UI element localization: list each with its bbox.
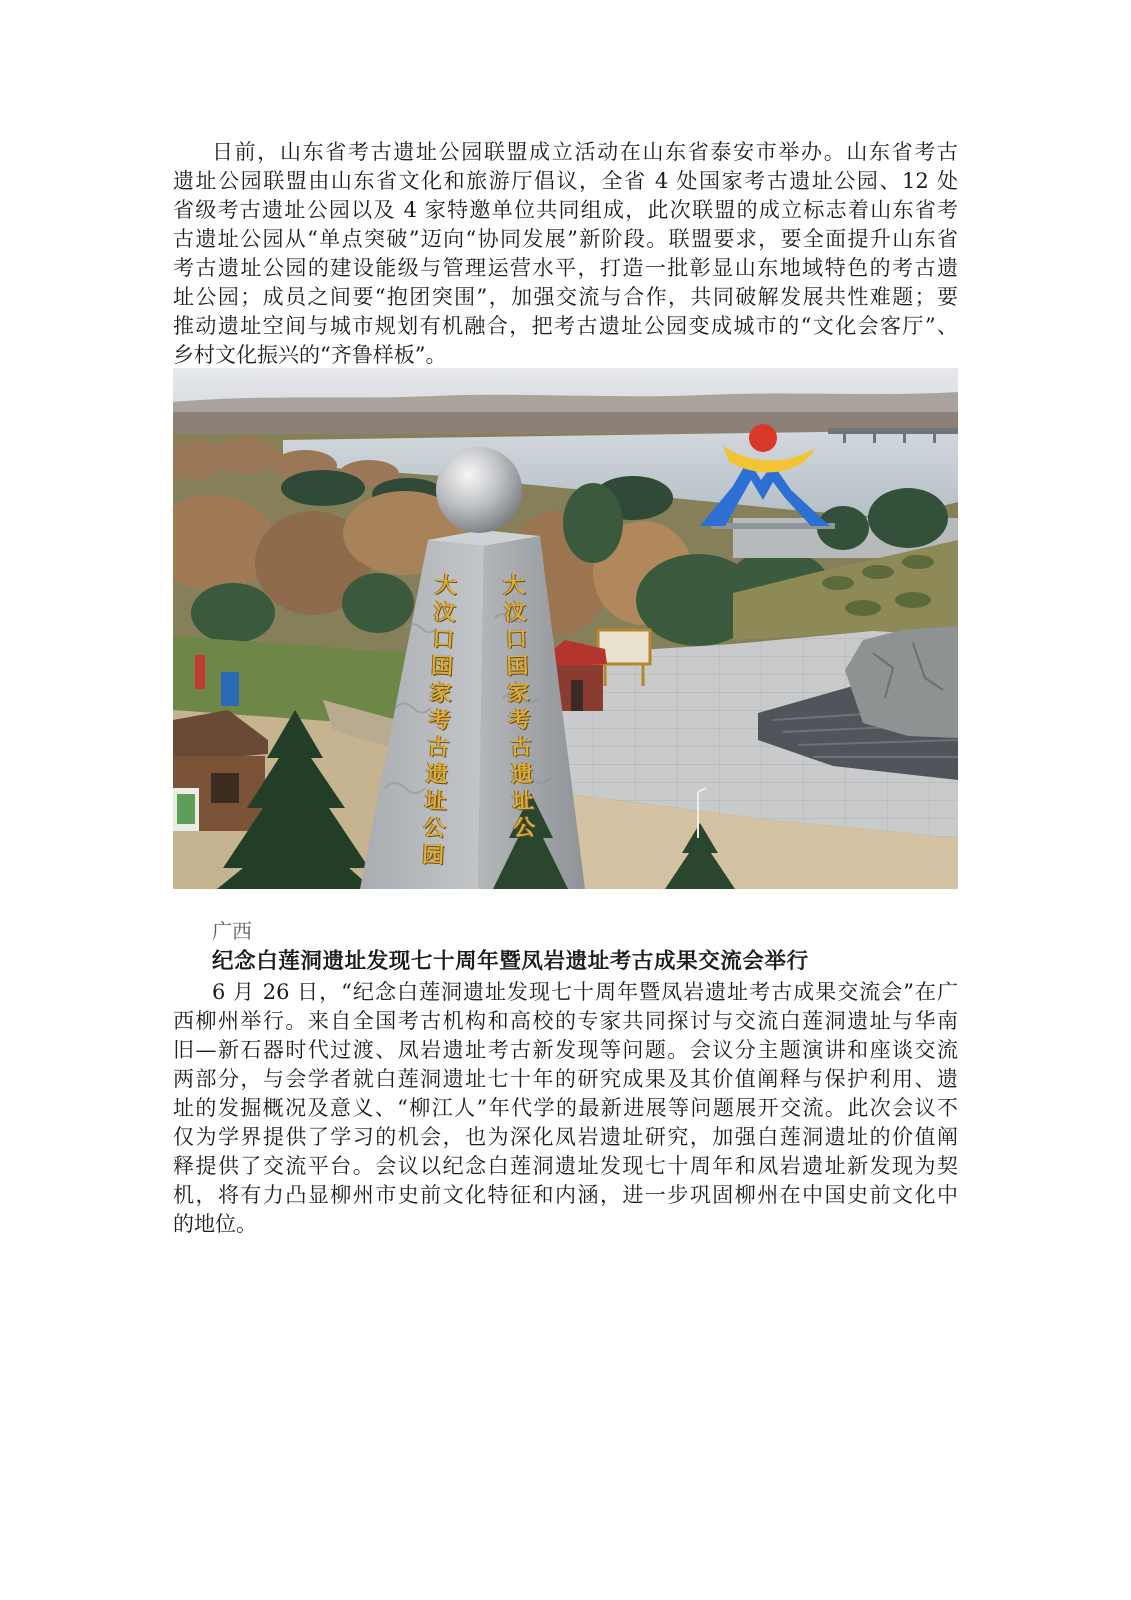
region-label: 广西 bbox=[212, 919, 252, 943]
article-2-paragraph bbox=[173, 978, 958, 1239]
paragraph-line: 日前，山东省考古遗址公园联盟成立活动在山东省泰安市举办。山东省考古 bbox=[212, 139, 958, 164]
paragraph-line: 遗址公园联盟由山东省文化和旅游厅倡议，全省 4 处国家考古遗址公园、12 处 bbox=[173, 168, 958, 193]
article-headline: 纪念白莲洞遗址发现七十周年暨凤岩遗址考古成果交流会举行 bbox=[212, 949, 809, 974]
bridge-deck bbox=[828, 428, 958, 434]
red-sign bbox=[195, 655, 205, 689]
blue-kiosk bbox=[221, 672, 239, 706]
archaeological-park-photo bbox=[173, 368, 958, 889]
paragraph-line: 乡村文化振兴的“齐鲁样板”。 bbox=[173, 342, 447, 367]
photo-scene bbox=[173, 368, 958, 889]
paragraph-line: 旧—新石器时代过渡、凤岩遗址考古新发现等问题。会议分主题演讲和座谈交流 bbox=[173, 1037, 958, 1062]
paragraph-line: 古遗址公园从“单点突破”迈向“协同发展”新阶段。联盟要求，要全面提升山东省 bbox=[173, 226, 958, 251]
paragraph-line: 考古遗址公园的建设能级与管理运营水平，打造一批彰显山东地域特色的考古遗 bbox=[173, 255, 958, 280]
paragraph-line: 省级考古遗址公园以及 4 家特邀单位共同组成，此次联盟的成立标志着山东省考 bbox=[173, 197, 958, 222]
red-sphere bbox=[749, 424, 777, 452]
paragraph-line: 西柳州举行。来自全国考古机构和高校的专家共同探讨与交流白莲洞遗址与华南 bbox=[173, 1008, 958, 1033]
paragraph-line: 机，将有力凸显柳州市史前文化特征和内涵，进一步巩固柳州在中国史前文化中 bbox=[173, 1182, 958, 1207]
paragraph-line: 两部分，与会学者就白莲洞遗址七十年的研究成果及其价值阐释与保护利用、遗 bbox=[173, 1066, 958, 1091]
paragraph-line: 址的发掘概况及意义、“柳江人”年代学的最新进展等问题展开交流。此次会议不 bbox=[173, 1095, 958, 1120]
paragraph-line: 释提供了交流平台。会议以纪念白莲洞遗址发现七十周年和凤岩遗址新发现为契 bbox=[173, 1153, 958, 1178]
paragraph-line: 的地位。 bbox=[173, 1211, 257, 1236]
paragraph-line: 仅为学界提供了学习的机会，也为深化凤岩遗址研究，加强白莲洞遗址的价值阐 bbox=[173, 1124, 958, 1149]
paragraph-line: 址公园；成员之间要“抱团突围”，加强交流与合作，共同破解发展共性难题；要 bbox=[173, 284, 958, 309]
article-1-paragraph bbox=[173, 138, 958, 370]
monument-inscription-right: 大汶口国家考古遗址公 bbox=[499, 572, 537, 844]
monument-inscription-left: 大汶口国家考古遗址公园 bbox=[418, 572, 458, 871]
paragraph-line: 6 月 26 日，“纪念白莲洞遗址发现七十周年暨凤岩遗址考古成果交流会”在广 bbox=[212, 979, 958, 1004]
paragraph-line: 推动遗址空间与城市规划有机融合，把考古遗址公园变成城市的“文化会客厅”、 bbox=[173, 313, 958, 338]
silver-sphere bbox=[436, 447, 522, 533]
